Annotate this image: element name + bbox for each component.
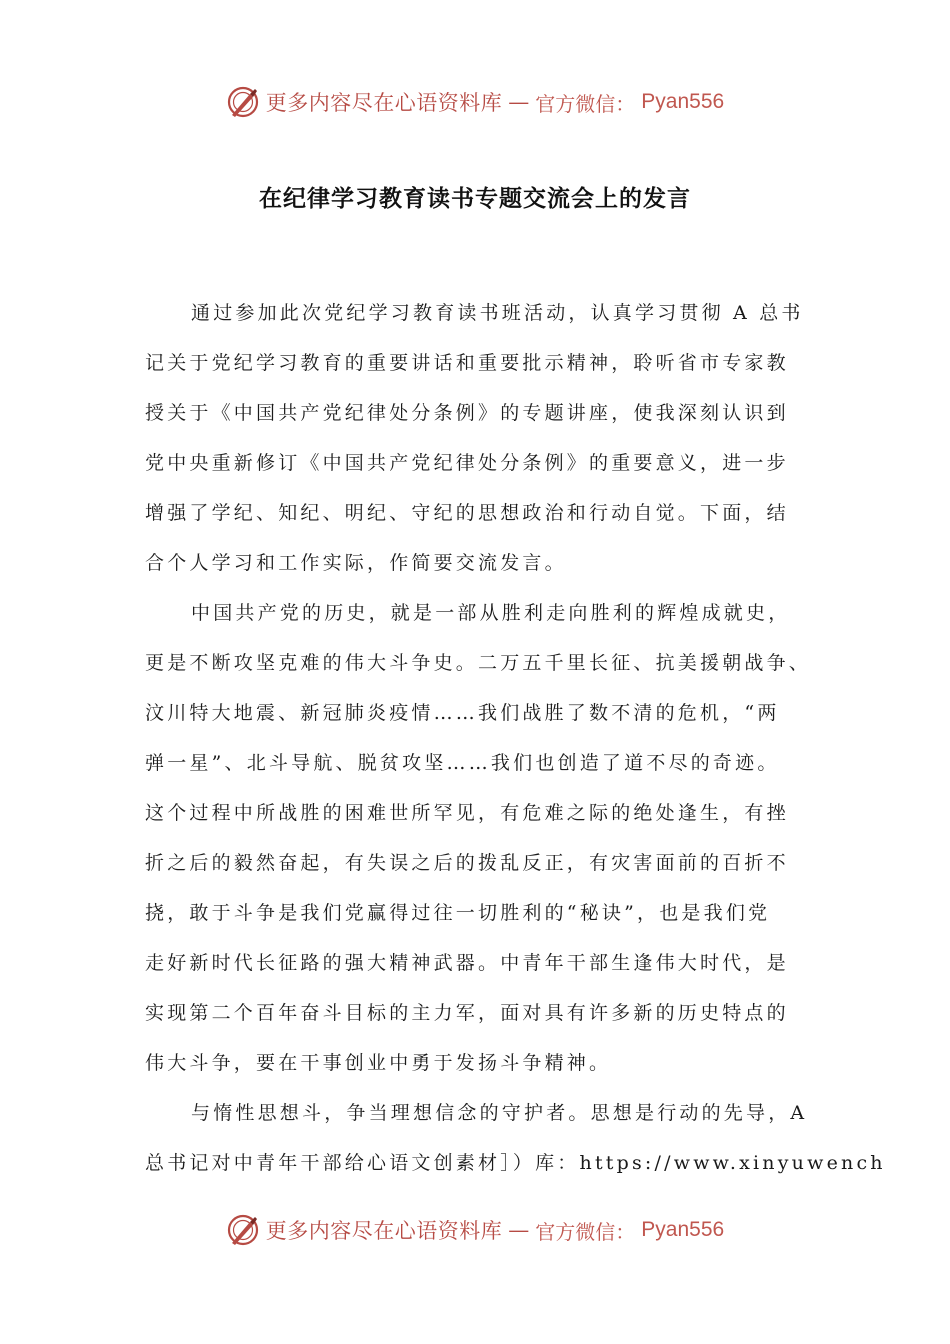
banner-wechat-id: Pyan556 <box>641 1218 725 1241</box>
banner-separator: — <box>508 1218 530 1242</box>
body-line: 增强了学纪、知纪、明纪、守纪的思想政治和行动自觉。下面，结 <box>145 502 789 524</box>
body-line: 这个过程中所战胜的困难世所罕见，有危难之际的绝处逢生，有挫 <box>145 802 789 824</box>
pen-logo-icon <box>226 85 260 119</box>
body-line: 与惰性思想斗，争当理想信念的守护者。思想是行动的先导，A <box>191 1102 808 1124</box>
document-title: 在纪律学习教育读书专题交流会上的发言 <box>259 186 691 212</box>
body-line: 合个人学习和工作实际，作简要交流发言。 <box>145 552 567 574</box>
body-line: 中国共产党的历史，就是一部从胜利走向胜利的辉煌成就史， <box>191 602 791 624</box>
body-line: 挠，敢于斗争是我们党赢得过往一切胜利的“秘诀”，也是我们党 <box>145 902 771 924</box>
body-line: 伟大斗争，要在干事创业中勇于发扬斗争精神。 <box>145 1052 612 1074</box>
body-line: 实现第二个百年奋斗目标的主力军，面对具有许多新的历史特点的 <box>145 1002 789 1024</box>
body-line: 记关于党纪学习教育的重要讲话和重要批示精神，聆听省市专家教 <box>145 352 789 374</box>
pen-logo-icon <box>226 1213 260 1247</box>
document-body <box>145 288 886 1188</box>
body-line: 授关于《中国共产党纪律处分条例》的专题讲座，使我深刻认识到 <box>145 402 789 424</box>
body-line: 更是不断攻坚克难的伟大斗争史。二万五千里长征、抗美援朝战争、 <box>145 652 812 674</box>
body-line: 走好新时代长征路的强大精神武器。中青年干部生逢伟大时代，是 <box>145 952 789 974</box>
banner-brand-text: 更多内容尽在心语资料库 <box>265 1219 503 1243</box>
banner-wechat-id: Pyan556 <box>641 90 725 113</box>
body-line: 折之后的毅然奋起，有失误之后的拨乱反正，有灾害面前的百折不 <box>145 852 789 874</box>
footer-banner <box>0 1210 950 1250</box>
body-line: 总书记对中青年干部给心语文创素材］）库：https://www.xinyuwench <box>145 1152 886 1174</box>
banner-wechat-label: 官方微信： <box>535 91 636 116</box>
body-line: 党中央重新修订《中国共产党纪律处分条例》的重要意义，进一步 <box>145 452 789 474</box>
header-banner <box>0 82 950 122</box>
body-line: 汶川特大地震、新冠肺炎疫情……我们战胜了数不清的危机，“两 <box>145 702 780 724</box>
banner-brand-text: 更多内容尽在心语资料库 <box>265 91 503 115</box>
banner-separator: — <box>508 90 530 114</box>
body-line: 弹一星”、北斗导航、脱贫攻坚……我们也创造了道不尽的奇迹。 <box>145 752 780 774</box>
banner-wechat-label: 官方微信： <box>535 1219 636 1244</box>
body-line: 通过参加此次党纪学习教育读书班活动，认真学习贯彻 A 总书 <box>191 302 804 324</box>
